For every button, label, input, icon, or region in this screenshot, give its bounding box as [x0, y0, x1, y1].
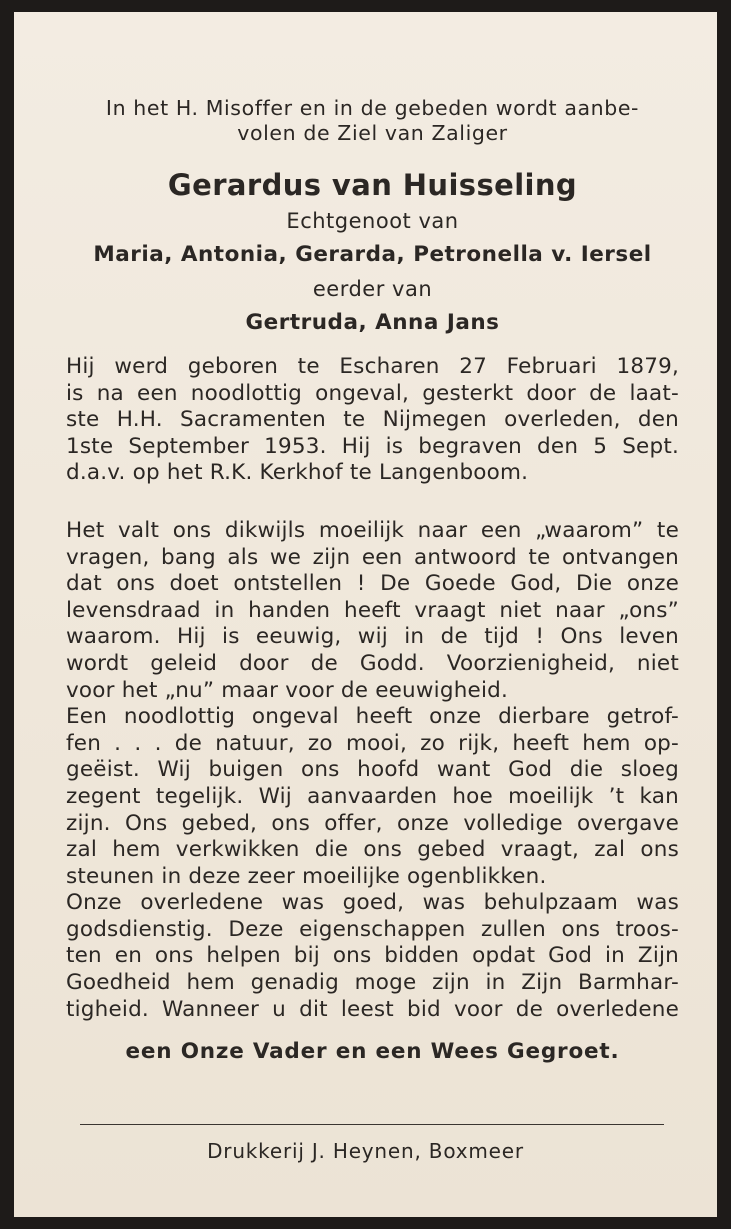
- text-line: Het valt ons dikwijls moeilijk naar een „waarom” te: [66, 517, 679, 543]
- intro-text: [66, 96, 679, 146]
- intro-line: In het H. Misoffer en in de gebeden wordt aanbe-: [105, 96, 640, 120]
- text-line: voor het „nu” maar voor de eeuwigheid.: [66, 677, 508, 703]
- bio-line: ste H.H. Sacramenten te Nijmegen overleden, den: [66, 407, 679, 433]
- text-line: zegent tegelijk. Wij aanvaarden hoe moeilijk ’t kan: [66, 783, 679, 809]
- spouse-label: Echtgenoot van: [286, 209, 459, 233]
- deceased-name: Gerardus van Huisseling: [167, 168, 578, 202]
- closing-prayer: een Onze Vader en een Wees Gegroet.: [125, 1039, 620, 1065]
- text-line: waarom. Hij is eeuwig, wij in de tijd ! Ons leven: [66, 624, 679, 650]
- text-line: wordt geleid door de Godd. Voorzienigheid, niet: [66, 650, 679, 676]
- bio-line: Hij werd geboren te Escharen 27 Februari 1879,: [66, 354, 679, 379]
- text-line: godsdienstig. Deze eigenschappen zullen ons troos-: [66, 916, 679, 942]
- bio-line: is na een noodlottig ongeval, gesterkt door de laat-: [66, 380, 679, 406]
- text-line: Onze overledene was goed, was behulpzaam was: [66, 890, 679, 916]
- divider-rule: [80, 1124, 664, 1125]
- intro-line: volen de Ziel van Zaliger: [237, 121, 508, 145]
- text-line: zal hem verkwikken die ons gebed vraagt, zal ons: [66, 837, 679, 863]
- text-line: geëist. Wij buigen ons hoofd want God die sloeg: [66, 757, 679, 783]
- biography: [66, 354, 679, 487]
- text-line: Goedheid hem genadig moge zijn in Zijn Barmhar-: [66, 970, 679, 996]
- bio-line: d.a.v. op het R.K. Kerkhof te Langenboom.: [66, 460, 529, 486]
- text-line: zijn. Ons gebed, ons offer, onze volledige overgave: [66, 810, 679, 836]
- text-line: tigheid. Wanneer u dit leest bid voor de overledene: [66, 996, 679, 1022]
- text-line: vragen, bang als we zijn een antwoord te ontvangen: [66, 544, 679, 570]
- spouse-name: Maria, Antonia, Gerarda, Petronella v. Iersel: [93, 242, 652, 267]
- text-line: dat ons doet ontstellen ! De Goede God, Die onze: [66, 571, 679, 597]
- text-line: ten en ons helpen bij ons bidden opdat God in Zijn: [66, 943, 679, 969]
- printer-credit: Drukkerij J. Heynen, Boxmeer: [207, 1139, 524, 1163]
- bio-line: 1ste September 1953. Hij is begraven den 5 Sept.: [66, 433, 679, 459]
- text-line: levensdraad in handen heeft vraagt niet naar „ons”: [66, 597, 679, 623]
- former-spouse-label: eerder van: [312, 277, 433, 301]
- former-spouse-name: Gertruda, Anna Jans: [245, 310, 500, 335]
- text-line: Een noodlottig ongeval heeft onze dierbare getrof-: [66, 704, 679, 730]
- text-line: fen . . . de natuur, zo mooi, zo rijk, heeft hem op-: [66, 730, 679, 756]
- reflection-text: [66, 518, 679, 1023]
- card-content: [66, 96, 679, 1064]
- text-line: steunen in deze zeer moeilijke ogenblikken.: [66, 863, 547, 889]
